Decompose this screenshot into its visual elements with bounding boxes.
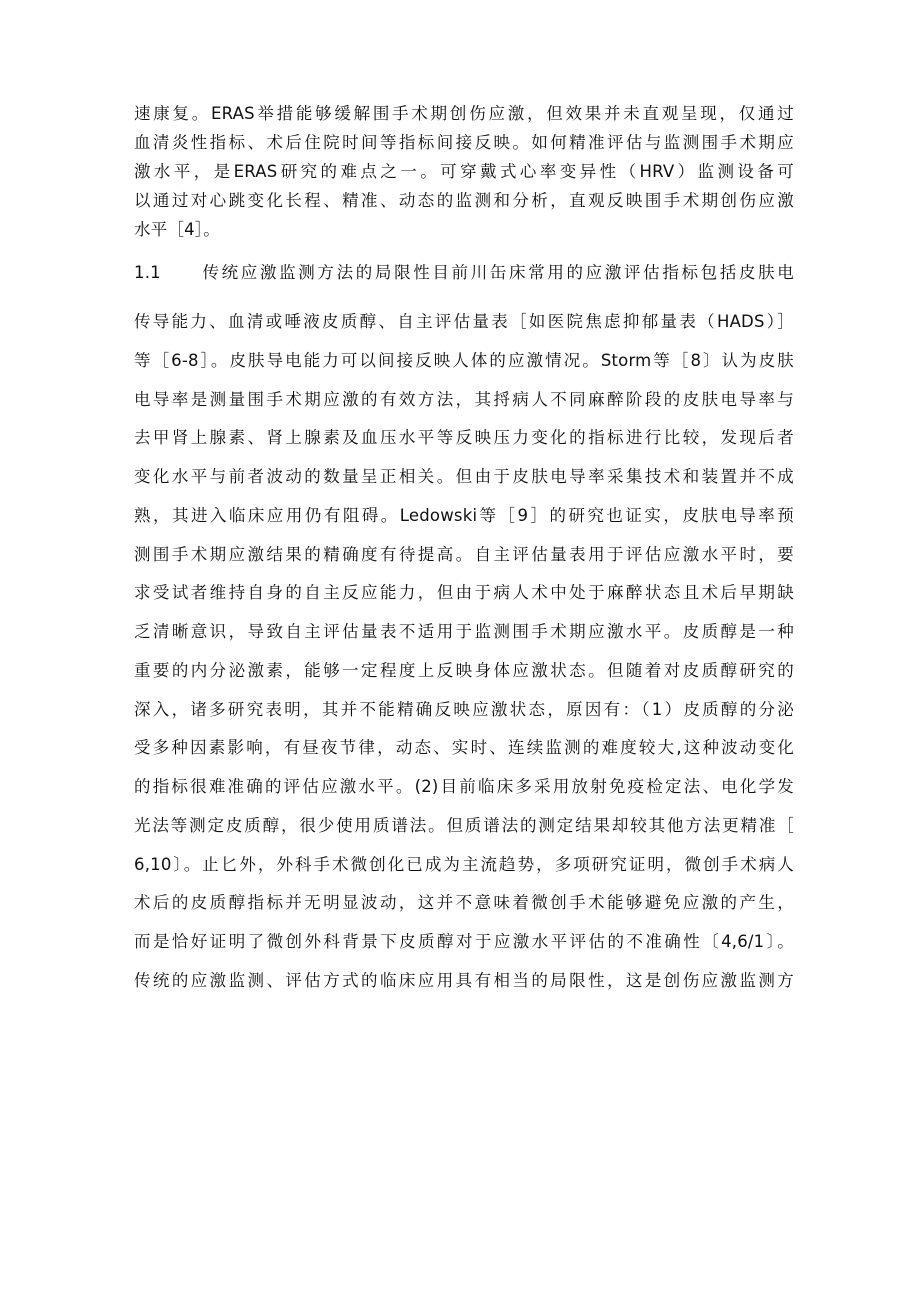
paragraph-line: 水平［4］。: [134, 220, 220, 239]
paragraph-line: 血清炎性指标、术后住院时间等指标间接反映。如何精准评估与监测围手术期应: [134, 133, 794, 152]
section-first-line-text: 传统应激监测方法的局限性目前川缶床常用的应激评估指标包括皮肤电: [200, 263, 794, 282]
section-line: 电导率是测量围手术期应激的有效方法，其捋病人不同麻醉阶段的皮肤电导率与: [134, 390, 794, 409]
section-line: 深入，诸多研究表明，其并不能精确反映应激状态，原因有：（1）皮质醇的分泌: [134, 700, 794, 719]
section-line: 传统的应激监测、评估方式的临床应用具有相当的局限性，这是创伤应激监测方: [134, 971, 794, 990]
section-line: 熟，其进入临床应用仍有阻碍。Ledowski等［9］的研究也证实，皮肤电导率预: [134, 506, 794, 525]
section-line: 变化水平与前者波动的数量呈正相关。但由于皮肤电导率采集技术和装置并不成: [134, 467, 794, 486]
paragraph-line: 速康复。ERAS举措能够缓解围手术期创伤应激，但效果并未直观呈现，仅通过: [134, 104, 794, 123]
section-line: 传导能力、血清或唾液皮质醇、自主评估量表［如医院焦虑抑郁量表（HADS）］: [134, 312, 794, 331]
section-line: 受多种因素影响，有昼夜节律，动态、实时、连续监测的难度较大,这种波动变化: [134, 738, 794, 757]
paragraph-line: 激水平，是ERAS研究的难点之一。可穿戴式心率变异性（HRV）监测设备可: [134, 162, 794, 181]
section-line: 重要的内分泌激素，能够一定程度上反映身体应激状态。但随着对皮质醇研究的: [134, 661, 794, 680]
section-line: 6,10〕。止匕外，外科手术微创化已成为主流趋势，多项研究证明，微创手术病人: [134, 855, 794, 874]
paragraph-line: 以通过对心跳变化长程、精准、动态的监测和分析，直观反映围手术期创伤应激: [134, 191, 794, 210]
section-line: 术后的皮质醇指标并无明显波动，这并不意味着微创手术能够避免应激的产生，: [134, 893, 794, 912]
section-line: 去甲肾上腺素、肾上腺素及血压水平等反映压力变化的指标进行比较，发现后者: [134, 428, 794, 447]
section-line: 等［6-8］。皮肤导电能力可以间接反映人体的应激情况。Storm等［8〕认为皮肤: [134, 351, 794, 370]
section-line: 光法等测定皮质醇，很少使用质谱法。但质谱法的测定结果却较其他方法更精准［: [134, 816, 794, 835]
section-line: 求受试者维持自身的自主反应能力，但由于病人术中处于麻醉状态且术后早期缺: [134, 583, 794, 602]
section-line: 的指标很难准确的评估应激水平。(2)目前临床多采用放射免疫检定法、电化学发: [134, 777, 794, 796]
section-line: 乏清晰意识，导致自主评估量表不适用于监测围手术期应激水平。皮质醇是一种: [134, 622, 794, 641]
section-line: 而是恰好证明了微创外科背景下皮质醇对于应激水平评估的不准确性〔4,6/1〕。: [134, 932, 794, 951]
section-number: 1.1: [134, 263, 161, 282]
section-line: 测围手术期应激结果的精确度有待提高。自主评估量表用于评估应激水平时，要: [134, 545, 794, 564]
section-first-line: [134, 262, 794, 284]
